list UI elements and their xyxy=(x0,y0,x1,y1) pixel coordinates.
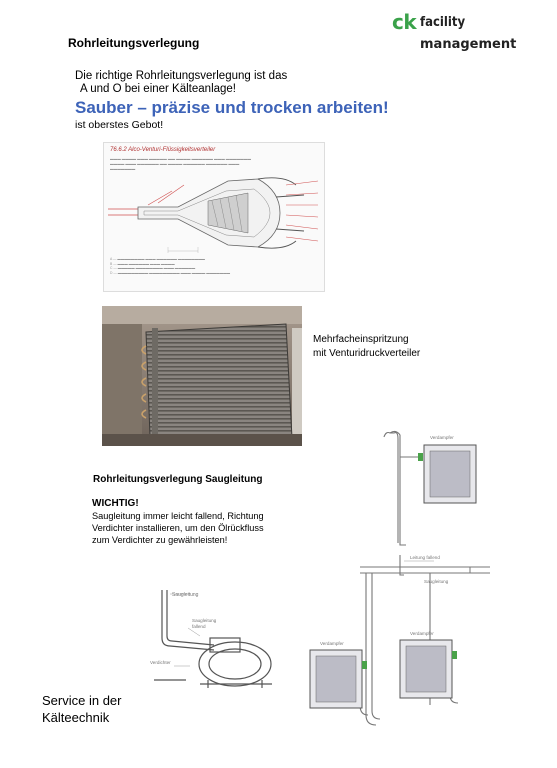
svg-text:fallend: fallend xyxy=(192,624,206,629)
warning-label: WICHTIG! xyxy=(92,498,139,509)
photo-caption xyxy=(313,333,420,361)
venturi-distributor-figure xyxy=(103,142,325,292)
intro-line-1: Die richtige Rohrleitungsverlegung ist das xyxy=(75,70,288,82)
page-title: Rohrleitungsverlegung xyxy=(68,36,200,50)
photo-caption-line2: mit Venturidruckverteiler xyxy=(313,348,421,359)
section-body xyxy=(92,510,264,546)
venturi-diagram xyxy=(108,171,320,255)
section-heading: Rohrleitungsverlegung Saugleitung xyxy=(93,474,263,485)
logo-ck: ck xyxy=(392,10,417,34)
svg-text:Saugleitung: Saugleitung xyxy=(172,592,199,598)
svg-text:Verdichter: Verdichter xyxy=(150,660,171,665)
svg-text:Verdampfer: Verdampfer xyxy=(320,641,344,646)
svg-text:Saugleitung: Saugleitung xyxy=(192,618,217,623)
compressor-suction-diagram xyxy=(140,580,290,700)
svg-text:Verdampfer: Verdampfer xyxy=(430,435,454,440)
evaporator-piping-diagram xyxy=(300,425,500,740)
evaporator-coil-photo xyxy=(102,306,302,446)
figure-title: 76.6.2 Alco-Venturi-Flüssigkeitsverteiler xyxy=(110,147,216,153)
intro-line-3: ist oberstes Gebot! xyxy=(75,119,164,131)
intro-line-2: A und O bei einer Kälteanlage! xyxy=(80,83,237,95)
body-line-1: Saugleitung immer leicht fallend, Richtung xyxy=(92,511,264,521)
photo-caption-line1: Mehrfacheinspritzung xyxy=(313,334,409,345)
logo-line2: management xyxy=(420,37,517,52)
company-logo xyxy=(392,10,517,62)
headline: Sauber – präzise und trocken arbeiten! xyxy=(75,98,389,117)
svg-text:Leitung fallend: Leitung fallend xyxy=(410,555,440,560)
figure-legend-blur: A — ▬▬▬▬▬▬▬▬ ▬▬▬ ▬▬▬▬▬▬ ▬▬▬▬▬▬▬▬ B — ▬▬▬ ▬▬▬▬▬▬ ▬▬▬ ▬▬▬▬ C — ▬▬▬▬▬ ▬▬▬▬▬▬▬▬ ▬▬▬ ▬▬▬▬▬▬ D — ▬▬▬▬▬▬▬▬▬ ▬▬▬▬▬▬▬▬▬ ▬▬▬ ▬▬▬▬ ▬▬▬▬▬▬▬ xyxy=(110,257,230,275)
body-line-3: zum Verdichter zu gewährleisten! xyxy=(92,535,228,545)
footer-line2: Kälteechnik xyxy=(42,710,110,725)
figure-text-blur: ▬▬▬ ▬▬▬▬ ▬▬▬ ▬▬▬▬▬ ▬▬ ▬▬▬▬ ▬▬▬▬▬▬ ▬▬▬ ▬▬▬▬▬▬▬ ▬▬▬▬ ▬▬▬ ▬▬▬▬▬▬ ▬▬ ▬▬▬▬ ▬▬▬▬▬▬ ▬▬▬▬▬▬ ▬▬▬ ▬▬▬▬▬▬▬ xyxy=(110,157,251,171)
body-line-2: Verdichter installieren, um den Ölrückfluss xyxy=(92,523,264,533)
footer-line1: Service in der xyxy=(42,693,122,708)
svg-text:Verdampfer: Verdampfer xyxy=(410,631,434,636)
footer-service xyxy=(42,692,121,726)
logo-line1: facility xyxy=(420,15,466,30)
svg-text:Saugleitung: Saugleitung xyxy=(424,579,449,584)
